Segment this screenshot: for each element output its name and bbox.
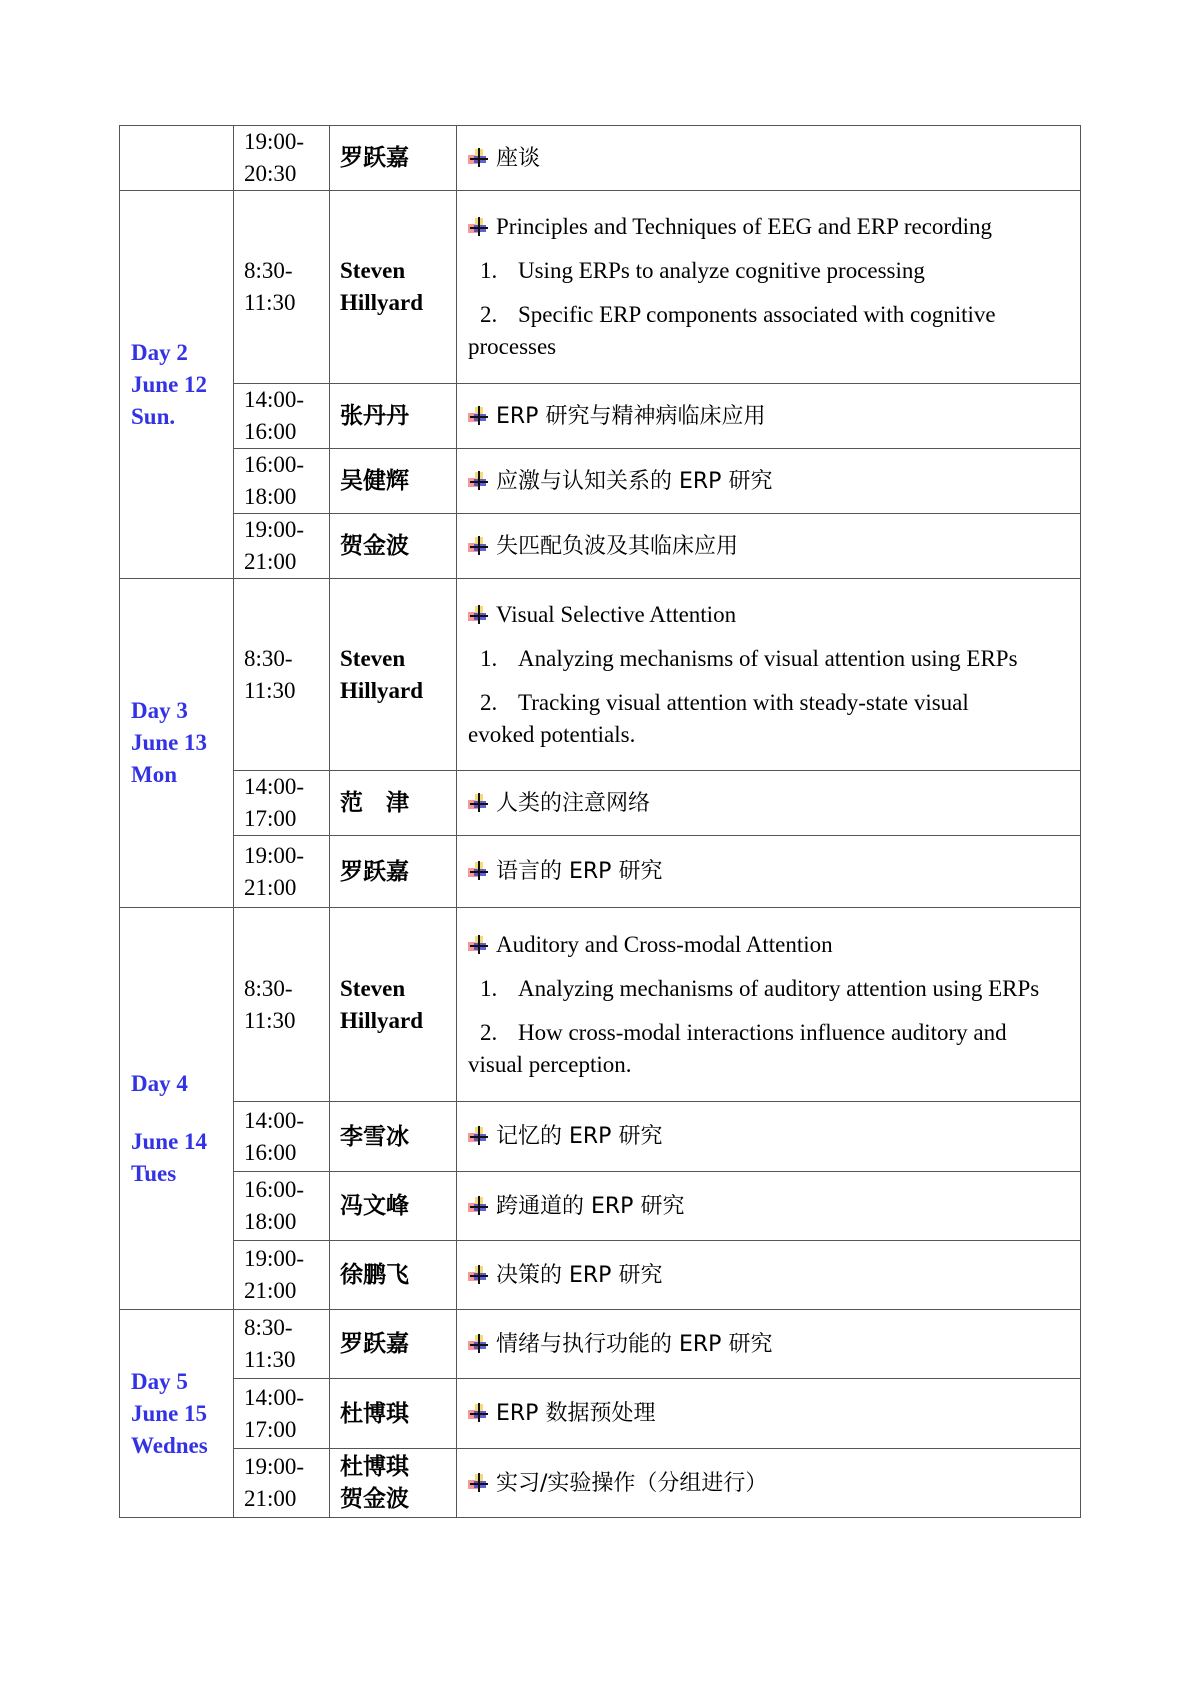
colored-cross-bullet-icon	[468, 405, 490, 425]
time-cell	[234, 1241, 330, 1310]
topic-subitem	[468, 1017, 1074, 1081]
time-start: 19:00-	[244, 129, 305, 154]
speaker-name: 吴健辉	[340, 468, 409, 494]
topic-title	[468, 1397, 1074, 1430]
day-weekday: Mon	[131, 762, 177, 787]
day-weekday: Tues	[131, 1160, 177, 1186]
colored-cross-bullet-icon	[468, 1402, 490, 1422]
time-cell	[234, 579, 330, 771]
topic-title	[468, 1120, 1074, 1153]
time-end: 21:00	[244, 874, 297, 900]
day-date: June 13	[131, 730, 208, 755]
day-weekday: Wednes	[131, 1432, 208, 1458]
topic-subitem	[468, 255, 1074, 287]
topic-cell	[457, 1449, 1081, 1518]
speaker-name: 杜博琪	[340, 1400, 409, 1427]
topic-cell	[457, 1102, 1081, 1172]
speaker-name: 冯文峰	[340, 1193, 409, 1219]
colored-cross-bullet-icon	[468, 147, 490, 167]
day-cell	[120, 908, 234, 1310]
speaker-cell	[330, 1241, 457, 1310]
table-row	[120, 514, 1081, 579]
topic-title	[468, 1190, 1074, 1223]
table-row	[120, 579, 1081, 771]
schedule-table	[119, 125, 1081, 1518]
topic-text: 人类的注意网络	[496, 790, 651, 816]
time-end: 17:00	[244, 1416, 297, 1442]
time-end: 21:00	[244, 549, 297, 574]
table-row	[120, 1379, 1081, 1449]
time-end: 11:30	[244, 1007, 296, 1033]
topic-text: Auditory and Cross-modal Attention	[496, 931, 833, 957]
table-row	[120, 1102, 1081, 1172]
time-end: 21:00	[244, 1278, 297, 1303]
time-start: 19:00-	[244, 517, 305, 542]
speaker-cell	[330, 384, 457, 449]
topic-subitem	[468, 643, 1074, 675]
topic-title	[468, 1259, 1074, 1292]
time-cell	[234, 1379, 330, 1449]
topic-text: 失匹配负波及其临床应用	[496, 533, 739, 559]
topic-cell	[457, 836, 1081, 908]
topic-title	[468, 787, 1074, 820]
topic-cell	[457, 1172, 1081, 1241]
day-cell	[120, 126, 234, 191]
day-label: Day 3	[131, 698, 188, 723]
colored-cross-bullet-icon	[468, 1333, 490, 1353]
speaker-cell	[330, 449, 457, 514]
time-cell	[234, 1102, 330, 1172]
time-start: 8:30-	[244, 645, 293, 671]
colored-cross-bullet-icon	[468, 604, 490, 624]
topic-subitem	[468, 299, 1074, 363]
colored-cross-bullet-icon	[468, 1264, 490, 1284]
topic-cell	[457, 1310, 1081, 1379]
table-row	[120, 449, 1081, 514]
time-cell	[234, 449, 330, 514]
speaker-name: 杜博琪	[340, 1454, 409, 1480]
subitem-text: How cross-modal interactions influence auditory and	[518, 1019, 1007, 1045]
day-date: June 15	[131, 1400, 208, 1426]
speaker-name: Steven	[340, 645, 406, 671]
subitem-text: Using ERPs to analyze cognitive processing	[518, 258, 925, 283]
day-cell	[120, 1310, 234, 1518]
subitem-number: 2.	[480, 1019, 498, 1045]
time-cell	[234, 514, 330, 579]
speaker-cell	[330, 1379, 457, 1449]
time-end: 16:00	[244, 419, 297, 444]
time-cell	[234, 1172, 330, 1241]
speaker-cell	[330, 579, 457, 771]
time-start: 14:00-	[244, 774, 305, 799]
time-end: 18:00	[244, 484, 297, 509]
time-start: 8:30-	[244, 1315, 293, 1340]
colored-cross-bullet-icon	[468, 792, 490, 812]
table-row	[120, 1449, 1081, 1518]
subitem-continuation: visual perception.	[468, 1051, 632, 1077]
time-start: 19:00-	[244, 1454, 305, 1479]
colored-cross-bullet-icon	[468, 1472, 490, 1492]
subitem-text: Tracking visual attention with steady-state visual	[518, 689, 969, 715]
table-row	[120, 771, 1081, 836]
time-end: 11:30	[244, 677, 296, 703]
time-cell	[234, 384, 330, 449]
time-start: 19:00-	[244, 1246, 305, 1271]
colored-cross-bullet-icon	[468, 860, 490, 880]
topic-title	[468, 855, 1074, 888]
time-cell	[234, 191, 330, 384]
time-end: 18:00	[244, 1209, 297, 1234]
speaker-cell	[330, 908, 457, 1102]
subitem-number: 2.	[480, 689, 498, 715]
speaker-name: Hillyard	[340, 677, 424, 703]
topic-title	[468, 929, 1074, 961]
time-start: 14:00-	[244, 387, 305, 412]
speaker-name: 李雪冰	[340, 1123, 409, 1150]
time-cell	[234, 836, 330, 908]
topic-text: Principles and Techniques of EEG and ERP recording	[496, 214, 992, 239]
topic-cell	[457, 1241, 1081, 1310]
table-row	[120, 1310, 1081, 1379]
day-label: Day 4	[131, 1070, 188, 1096]
day-label: Day 2	[131, 339, 188, 365]
table-row	[120, 126, 1081, 191]
speaker-name: 贺金波	[340, 533, 409, 559]
speaker-cell	[330, 1102, 457, 1172]
time-start: 8:30-	[244, 258, 293, 283]
topic-title	[468, 1328, 1074, 1361]
time-cell	[234, 771, 330, 836]
subitem-continuation: processes	[468, 334, 557, 359]
speaker-name: Hillyard	[340, 1007, 424, 1033]
table-row	[120, 908, 1081, 1102]
time-end: 11:30	[244, 1347, 296, 1372]
topic-title	[468, 400, 1074, 433]
time-cell	[234, 1310, 330, 1379]
subitem-number: 2.	[480, 302, 498, 327]
topic-title	[468, 465, 1074, 498]
speaker-cell	[330, 1172, 457, 1241]
topic-text: 实习/实验操作（分组进行）	[496, 1470, 768, 1496]
speaker-name: Steven	[340, 258, 406, 283]
topic-text: 决策的 ERP 研究	[496, 1262, 663, 1288]
colored-cross-bullet-icon	[468, 1125, 490, 1145]
topic-text: 语言的 ERP 研究	[496, 859, 663, 884]
topic-cell	[457, 514, 1081, 579]
table-row	[120, 1172, 1081, 1241]
speaker-cell	[330, 771, 457, 836]
topic-text: 座谈	[496, 145, 541, 171]
time-end: 16:00	[244, 1139, 297, 1165]
topic-cell	[457, 191, 1081, 384]
subitem-continuation: evoked potentials.	[468, 721, 636, 747]
topic-text: Visual Selective Attention	[496, 601, 737, 627]
time-start: 19:00-	[244, 842, 305, 868]
time-end: 21:00	[244, 1486, 297, 1511]
speaker-name: 张丹丹	[340, 403, 409, 429]
topic-text: 情绪与执行功能的 ERP 研究	[496, 1331, 773, 1357]
speaker-name: 范 津	[340, 790, 409, 816]
time-end: 20:30	[244, 161, 297, 186]
day-date: June 12	[131, 371, 208, 397]
topic-cell	[457, 908, 1081, 1102]
topic-title	[468, 142, 1074, 175]
speaker-name: 贺金波	[340, 1486, 409, 1512]
colored-cross-bullet-icon	[468, 470, 490, 490]
speaker-name: 罗跃嘉	[340, 858, 409, 885]
speaker-name: 罗跃嘉	[340, 1331, 409, 1357]
time-end: 17:00	[244, 806, 297, 831]
topic-cell	[457, 384, 1081, 449]
topic-title	[468, 530, 1074, 563]
day-weekday: Sun.	[131, 403, 176, 429]
topic-text: ERP 数据预处理	[496, 1401, 656, 1426]
subitem-text: Analyzing mechanisms of visual attention using ERPs	[518, 645, 1018, 671]
time-start: 16:00-	[244, 452, 305, 477]
time-end: 11:30	[244, 290, 296, 315]
topic-subitem	[468, 687, 1074, 751]
topic-cell	[457, 449, 1081, 514]
topic-cell	[457, 771, 1081, 836]
topic-text: 记忆的 ERP 研究	[496, 1124, 663, 1149]
colored-cross-bullet-icon	[468, 934, 490, 954]
time-start: 8:30-	[244, 975, 293, 1001]
colored-cross-bullet-icon	[468, 216, 490, 236]
time-cell	[234, 1449, 330, 1518]
topic-title	[468, 599, 1074, 631]
time-cell	[234, 126, 330, 191]
subitem-text: Analyzing mechanisms of auditory attention using ERPs	[518, 975, 1040, 1001]
time-start: 14:00-	[244, 1384, 305, 1410]
table-row	[120, 1241, 1081, 1310]
time-start: 14:00-	[244, 1107, 305, 1133]
topic-cell	[457, 579, 1081, 771]
topic-cell	[457, 1379, 1081, 1449]
day-date: June 14	[131, 1128, 208, 1154]
speaker-cell	[330, 1310, 457, 1379]
topic-text: 应激与认知关系的 ERP 研究	[496, 468, 773, 494]
speaker-name: Hillyard	[340, 290, 424, 315]
speaker-name: 徐鹏飞	[340, 1262, 409, 1288]
subitem-text: Specific ERP components associated with cognitive	[518, 302, 996, 327]
table-row	[120, 191, 1081, 384]
day-label: Day 5	[131, 1368, 188, 1394]
subitem-number: 1.	[480, 258, 498, 283]
topic-text: ERP 研究与精神病临床应用	[496, 403, 766, 429]
speaker-cell	[330, 1449, 457, 1518]
subitem-number: 1.	[480, 975, 498, 1001]
speaker-cell	[330, 836, 457, 908]
speaker-cell	[330, 514, 457, 579]
subitem-number: 1.	[480, 645, 498, 671]
topic-title	[468, 211, 1074, 243]
colored-cross-bullet-icon	[468, 535, 490, 555]
speaker-name: Steven	[340, 975, 406, 1001]
time-start: 16:00-	[244, 1177, 305, 1202]
table-row	[120, 384, 1081, 449]
topic-text: 跨通道的 ERP 研究	[496, 1193, 685, 1219]
topic-title	[468, 1467, 1074, 1500]
topic-subitem	[468, 973, 1074, 1005]
speaker-name: 罗跃嘉	[340, 145, 409, 171]
time-cell	[234, 908, 330, 1102]
topic-cell	[457, 126, 1081, 191]
speaker-cell	[330, 191, 457, 384]
day-cell	[120, 579, 234, 908]
speaker-cell	[330, 126, 457, 191]
table-row	[120, 836, 1081, 908]
colored-cross-bullet-icon	[468, 1195, 490, 1215]
day-cell	[120, 191, 234, 579]
